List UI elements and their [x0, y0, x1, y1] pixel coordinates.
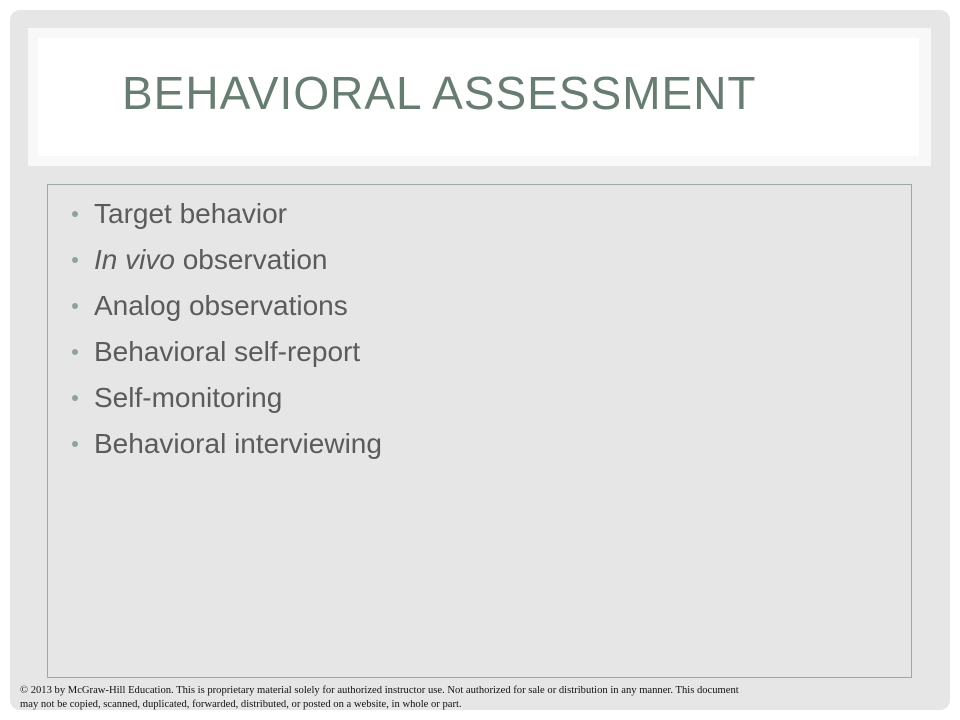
- bullet-text: observation: [174, 244, 328, 275]
- slide-title: BEHAVIORAL ASSESSMENT: [122, 67, 757, 119]
- bullet-text: Target behavior: [94, 198, 288, 229]
- bullet-item: [72, 375, 382, 421]
- copyright-line-1: © 2013 by McGraw-Hill Education. This is proprietary material solely for authorized instructor use. Not authorized for sale or distribution in any manner. This document: [20, 685, 739, 696]
- bullet-dot-icon: [72, 303, 78, 309]
- bullet-italic-text: In vivo: [94, 244, 175, 275]
- bullet-item: [72, 237, 382, 283]
- bullet-text: Analog observations: [94, 290, 348, 321]
- bullet-text: Behavioral self-report: [94, 336, 361, 367]
- bullet-dot-icon: [72, 211, 78, 217]
- bullet-dot-icon: [72, 395, 78, 401]
- copyright-notice: [20, 684, 945, 712]
- bullet-item: [72, 191, 382, 237]
- bullet-dot-icon: [72, 349, 78, 355]
- bullet-item: [72, 283, 382, 329]
- bullet-dot-icon: [72, 441, 78, 447]
- bullet-text: Self-monitoring: [94, 382, 283, 413]
- copyright-line-2: may not be copied, scanned, duplicated, forwarded, distributed, or posted on a website, in whole or part.: [20, 699, 462, 710]
- bullet-item: [72, 421, 382, 467]
- bullet-dot-icon: [72, 257, 78, 263]
- bullet-item: [72, 329, 382, 375]
- bullet-text: Behavioral interviewing: [94, 428, 382, 459]
- content-placeholder: [47, 184, 912, 678]
- bullet-list: [72, 191, 382, 467]
